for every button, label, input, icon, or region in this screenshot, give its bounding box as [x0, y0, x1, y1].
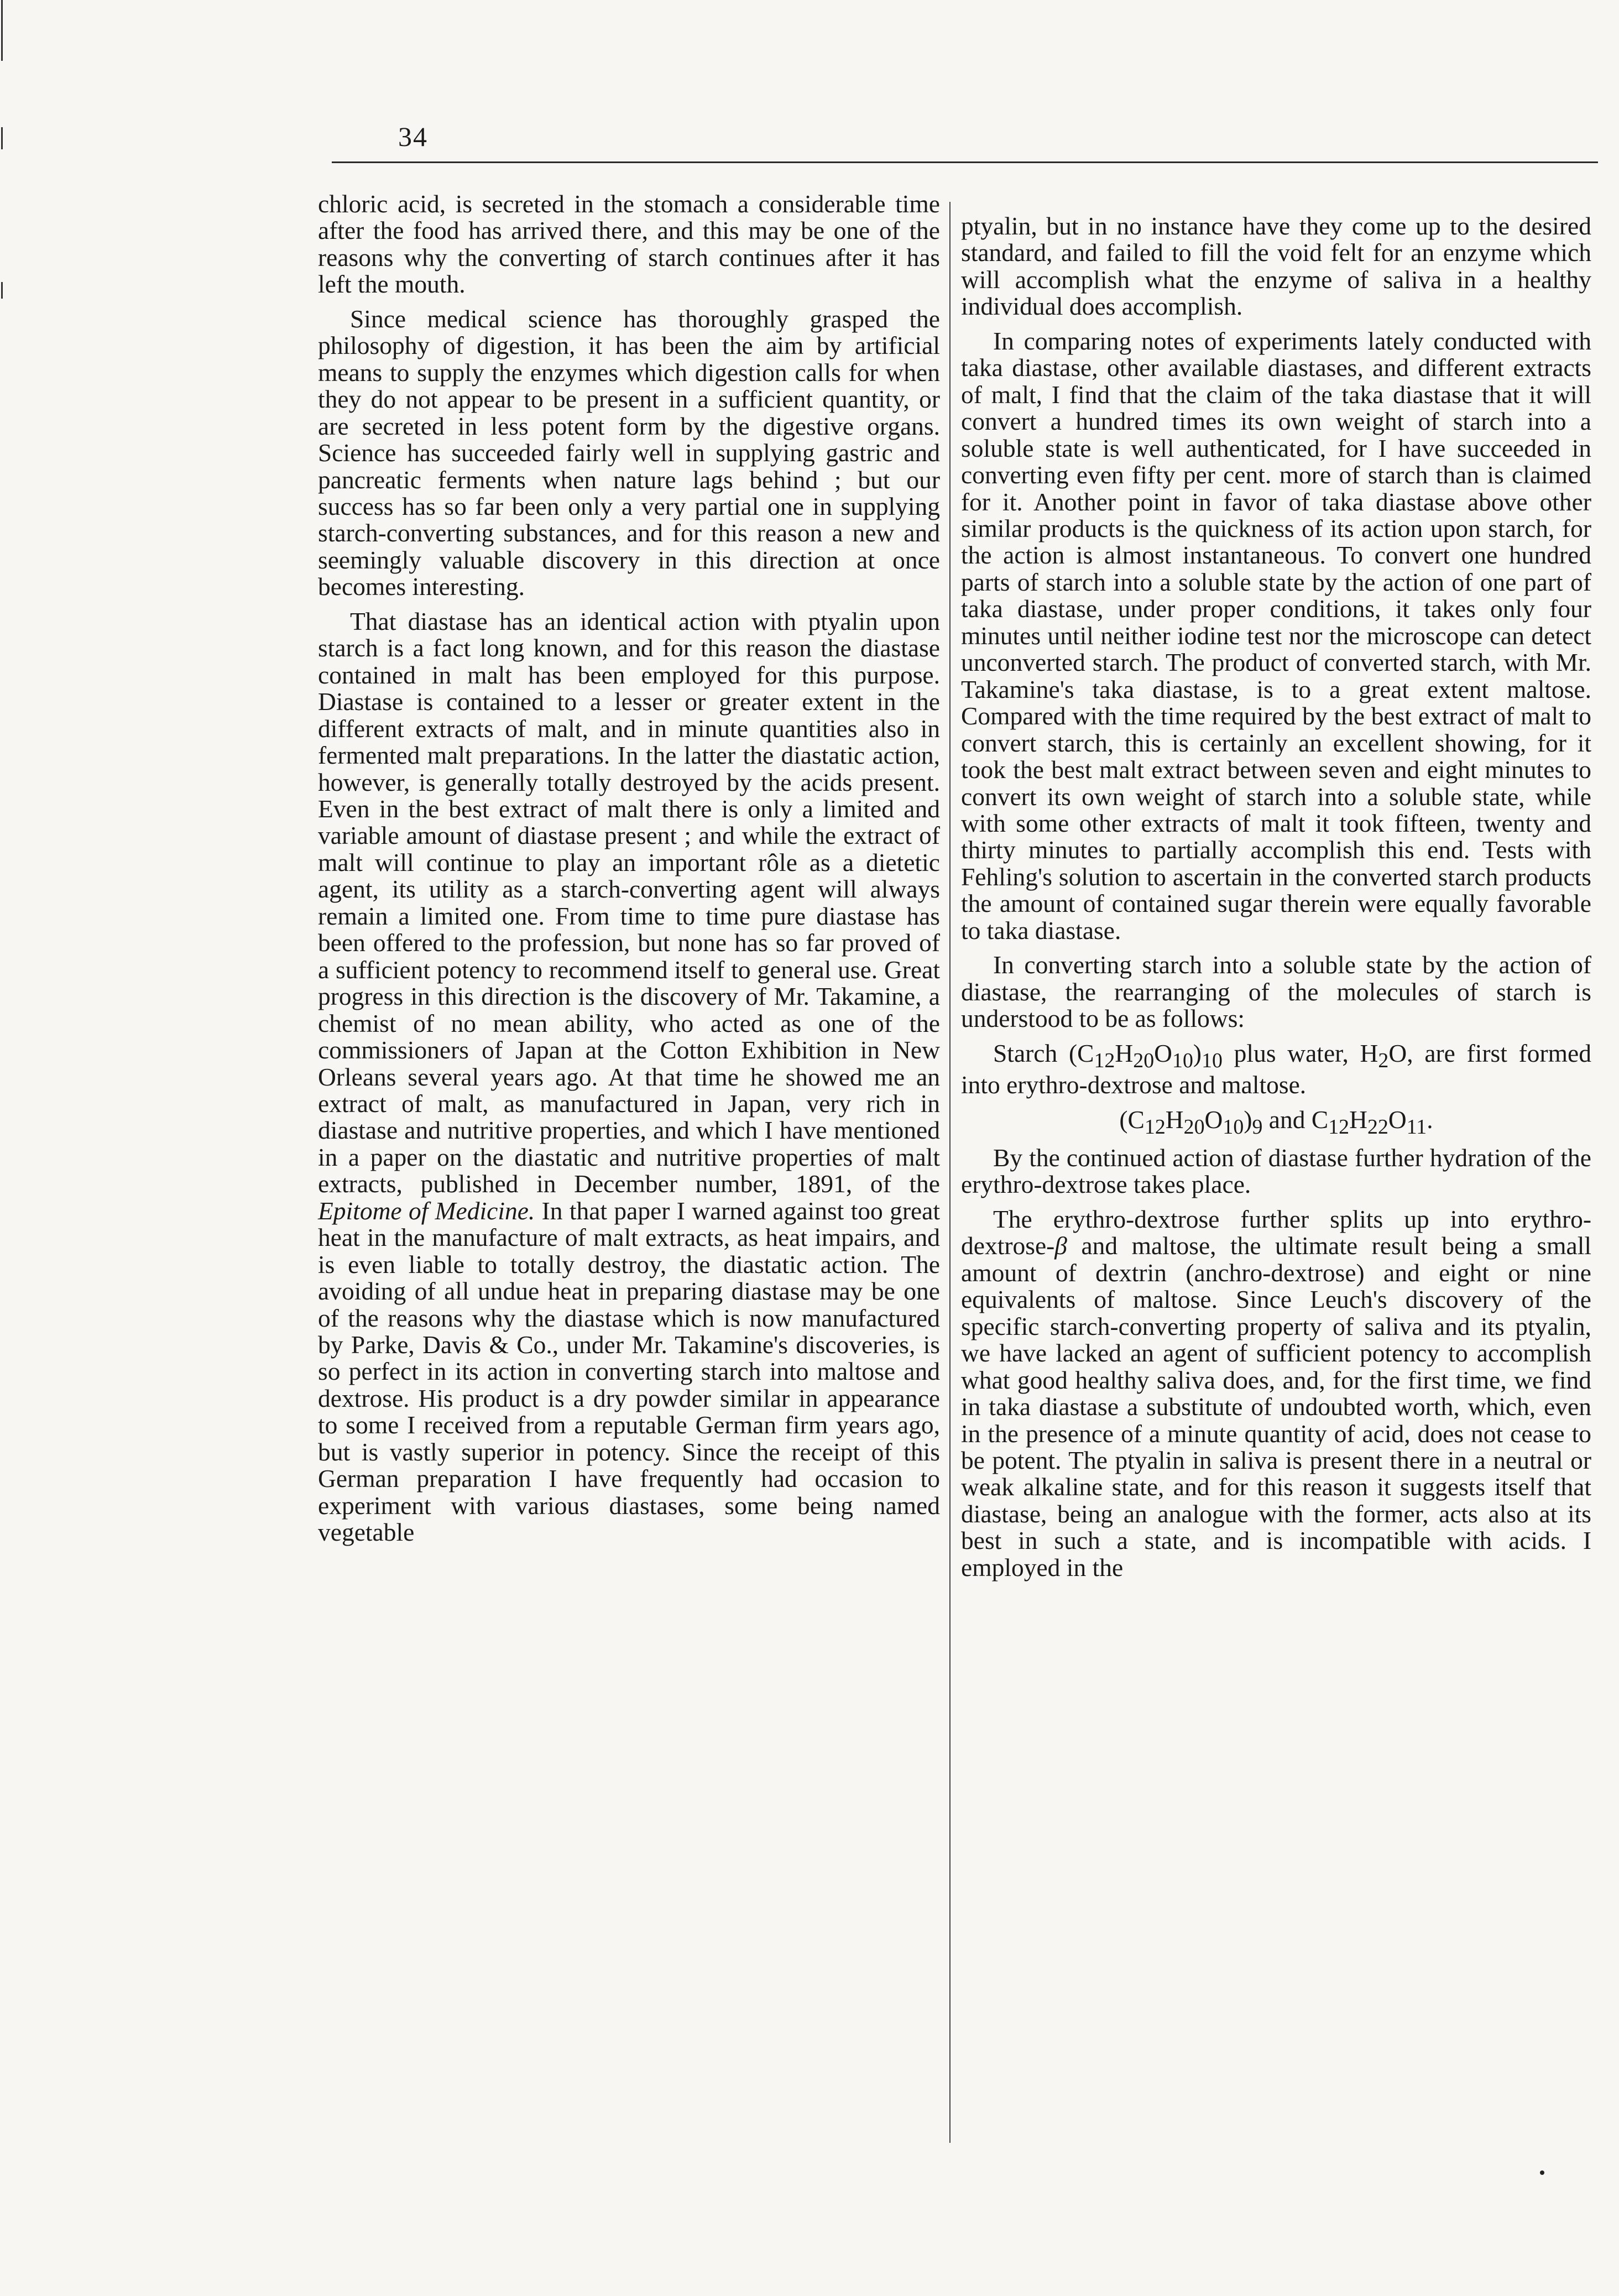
paragraph: By the continued action of diastase further hydration of the erythro-dextrose takes place. [961, 1143, 1591, 1199]
column-divider [949, 202, 950, 2143]
formula-text: and C [1262, 1105, 1329, 1134]
formula-line [961, 1107, 1591, 1138]
left-column [318, 191, 940, 1554]
formula-text: ) [1193, 1039, 1202, 1067]
paragraph [961, 1206, 1591, 1581]
formula-text: H [1349, 1105, 1367, 1134]
paragraph-text: In that paper I warned against too great heat in the manufacture of malt extracts, as heat impairs, and is even liable to totally destroy, the diastatic action. The avoiding of all undue heat in preparing diastase may be one of the reasons why the diastase which is now manufactured by Parke, Davis & Co., under Mr. Takamine's discoveries, is so perfect in its action in converting starch into maltose and dextrose. His product is a dry powder similar in appearance to some I received from a reputable German firm years ago, but is vastly superior in potency. Since the receipt of this German preparation I have frequently had occasion to experiment with various diastases, some being named vegetable [318, 1196, 941, 1547]
formula-text: O [1388, 1105, 1407, 1134]
formula-text: (C [1119, 1105, 1145, 1134]
subscript: 12 [1094, 1048, 1115, 1072]
formula-text: . [1427, 1105, 1433, 1134]
formula-text: H [1165, 1105, 1184, 1134]
header-rule [332, 161, 1598, 163]
journal-title: Epitome of Medicine. [318, 1196, 535, 1225]
paragraph-text: and maltose, the ultimate result being a small amount of dextrin (anchro-dextrose) and eight or nine equivalents of maltose. Since Leuch's discovery of the specific starch-converting property of saliva and its ptyalin, we have lacked an agent of sufficient potency to accomplish what good healthy saliva does, and, for the first time, we find in taka diastase a substitute of undoubted worth, which, even in the presence of a minute quantity of acid, does not cease to be potent. The ptyalin in saliva is present there in a neutral or weak alkaline state, and for this reason it suggests itself that diastase, being an analogue with the former, acts also at its best in such a state, and is incompatible with acids. I employed in the [961, 1232, 1591, 1582]
paragraph: ptyalin, but in no instance have they come up to the desired standard, and failed to fill the void felt for an enzyme which will accomplish what the enzyme of saliva in a healthy individual does accomplish. [961, 212, 1591, 321]
subscript: 9 [1252, 1115, 1263, 1139]
paragraph: chloric acid, is secreted in the stomach a considerable time after the food has arrived there, and this may be one of the reasons why the converting of starch continues after it has left the mouth. [318, 190, 940, 299]
scan-edge-mark [1, 0, 3, 61]
formula-paragraph [961, 1040, 1591, 1099]
subscript: 12 [1144, 1115, 1166, 1139]
scan-speck [1540, 2170, 1544, 2175]
paragraph-text: That diastase has an identical action with ptyalin upon starch is a fact long known, and for this reason the diastase contained in malt has been employed for this purpose. Diastase is contained to a lesser or greater extent in the different extracts of malt, and in minute quantities also in fermented malt preparations. In the latter the diastatic action, however, is generally totally destroyed by the acids present. Even in the best extract of malt there is only a limited and variable amount of diastase present ; and while the extract of malt will continue to play an important rôle as a dietetic agent, its utility as a starch-converting agent will always remain a limited one. From time to time pure diastase has been offered to the profession, but none has so far proved of a sufficient potency to recommend itself to general use. Great progress in this direction is the discovery of Mr. Takamine, a chemist of no mean ability, who acted as one of the commissioners of Japan at the Cotton Exhibition in New Orleans several years ago. At that time he showed me an extract of malt, as manufactured in Japan, very rich in diastase and nutritive properties, and which I have mentioned in a paper on the diastatic and nutritive properties of malt extracts, published in December number, 1891, of the [318, 607, 940, 1198]
subscript: 22 [1367, 1115, 1388, 1139]
subscript: 11 [1406, 1115, 1427, 1139]
scan-edge-mark [1, 127, 3, 149]
subscript: 20 [1183, 1115, 1205, 1139]
subscript: 20 [1133, 1048, 1155, 1072]
formula-text: H [1115, 1039, 1134, 1067]
subscript: 10 [1223, 1115, 1244, 1139]
scan-edge-mark [1, 282, 3, 299]
subscript: 10 [1172, 1048, 1193, 1072]
paragraph [318, 608, 940, 1546]
formula-text: Starch (C [993, 1039, 1094, 1067]
beta-symbol: β [1054, 1232, 1067, 1260]
formula-text: plus water, H [1222, 1039, 1378, 1067]
page-number: 34 [398, 121, 428, 152]
paragraph-text: The erythro-dextrose further splits up into erythro-dextrose- [961, 1204, 1591, 1260]
right-column [961, 213, 1591, 1589]
formula-text: O [1154, 1039, 1172, 1067]
formula-text: ) [1244, 1105, 1252, 1134]
subscript: 2 [1378, 1048, 1389, 1072]
subscript: 12 [1328, 1115, 1350, 1139]
paragraph: In converting starch into a soluble state by the action of diastase, the rearranging of the molecules of starch is understood to be as follows: [961, 951, 1591, 1033]
formula-text: O, are first formed into erythro-dextrose and maltose. [961, 1039, 1591, 1099]
formula-text: O [1204, 1105, 1223, 1134]
subscript: 10 [1202, 1048, 1223, 1072]
paragraph: In comparing notes of experiments lately conducted with taka diastase, other available diastases, and different extracts of malt, I find that the claim of the taka diastase that it will convert a hundred times its own weight of starch into a soluble state is well authenticated, for I have succeeded in converting even fifty per cent. more of starch than is claimed for it. Another point in favor of taka diastase above other similar products is the quickness of its action upon starch, for the action is almost instantaneous. To convert one hundred parts of starch into a soluble state by the action of one part of taka diastase, under proper conditions, it takes only four minutes until neither iodine test nor the microscope can detect unconverted starch. The product of converted starch, with Mr. Takamine's taka diastase, is to a great extent maltose. Compared with the time required by the best extract of malt to convert starch, this is certainly an excellent showing, for it took the best malt extract between seven and eight minutes to convert its own weight of starch into a soluble state, while with some other extracts of malt it took fifteen, twenty and thirty minutes to partially accomplish this end. Tests with Fehling's solution to ascertain in the converted starch products the amount of contained sugar therein were equally favorable to taka diastase. [961, 326, 1591, 945]
paragraph: Since medical science has thoroughly grasped the philosophy of digestion, it has been the aim by artificial means to supply the enzymes which digestion calls for when they do not appear to be present in a sufficient quantity, or are secreted in less potent form by the digestive organs. Science has succeeded fairly well in supplying gastric and pancreatic ferments when nature lags behind ; but our success has so far been only a very partial one in supplying starch-converting substances, and for this reason a new and seemingly valuable discovery in this direction at once becomes interesting. [318, 304, 940, 601]
